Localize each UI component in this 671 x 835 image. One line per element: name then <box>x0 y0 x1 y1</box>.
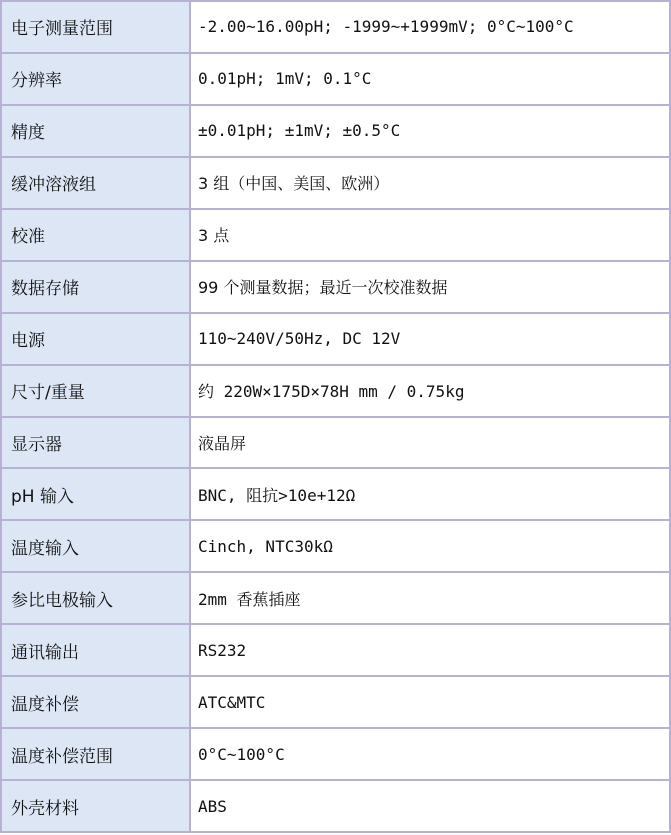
spec-value: 110~240V/50Hz, DC 12V <box>190 313 670 365</box>
spec-label: 分辨率 <box>1 53 190 105</box>
table-row <box>1 676 670 728</box>
spec-value: Cinch, NTC30kΩ <box>190 520 670 572</box>
table-row <box>1 520 670 572</box>
spec-value: -2.00~16.00pH; -1999~+1999mV; 0°C~100°C <box>190 1 670 53</box>
spec-value: 0°C~100°C <box>190 728 670 780</box>
spec-value: BNC, 阻抗>10e+12Ω <box>190 468 670 520</box>
spec-label: 电子测量范围 <box>1 1 190 53</box>
table-row <box>1 157 670 209</box>
spec-value: 3 组（中国、美国、欧洲） <box>190 157 670 209</box>
table-row <box>1 313 670 365</box>
spec-label: 数据存储 <box>1 261 190 313</box>
spec-label: 通讯输出 <box>1 624 190 676</box>
table-row <box>1 365 670 417</box>
spec-label: 缓冲溶液组 <box>1 157 190 209</box>
spec-label: 显示器 <box>1 417 190 469</box>
spec-label: 温度输入 <box>1 520 190 572</box>
table-row <box>1 209 670 261</box>
table-row <box>1 780 670 832</box>
table-row <box>1 53 670 105</box>
spec-value: ±0.01pH; ±1mV; ±0.5°C <box>190 105 670 157</box>
spec-value: ATC&MTC <box>190 676 670 728</box>
spec-label: 精度 <box>1 105 190 157</box>
spec-value: 2mm 香蕉插座 <box>190 572 670 624</box>
table-row <box>1 728 670 780</box>
table-row <box>1 105 670 157</box>
spec-label: 温度补偿 <box>1 676 190 728</box>
spec-value: ABS <box>190 780 670 832</box>
spec-label: pH 输入 <box>1 468 190 520</box>
spec-value: 约 220W×175D×78H mm / 0.75kg <box>190 365 670 417</box>
spec-value: 3 点 <box>190 209 670 261</box>
spec-label: 校准 <box>1 209 190 261</box>
spec-label: 电源 <box>1 313 190 365</box>
table-row <box>1 468 670 520</box>
table-row <box>1 624 670 676</box>
table-row <box>1 417 670 469</box>
table-row <box>1 261 670 313</box>
spec-label: 尺寸/重量 <box>1 365 190 417</box>
spec-value: 液晶屏 <box>190 417 670 469</box>
table-row <box>1 1 670 53</box>
table-row <box>1 572 670 624</box>
spec-value: 0.01pH; 1mV; 0.1°C <box>190 53 670 105</box>
spec-label: 参比电极输入 <box>1 572 190 624</box>
spec-label: 温度补偿范围 <box>1 728 190 780</box>
spec-label: 外壳材料 <box>1 780 190 832</box>
spec-value: RS232 <box>190 624 670 676</box>
spec-value: 99 个测量数据；最近一次校准数据 <box>190 261 670 313</box>
